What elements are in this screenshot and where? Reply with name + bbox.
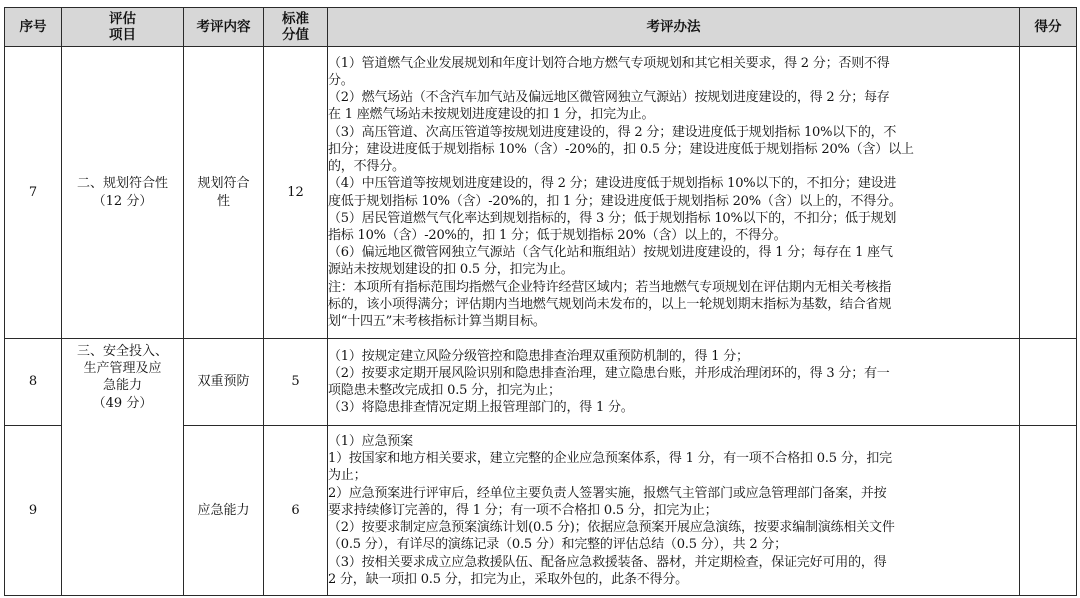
- text-line: （12 分）: [92, 193, 153, 209]
- text-line: 分。: [328, 73, 354, 89]
- header-no: 序号: [5, 8, 62, 47]
- text-line: 的，不得分。: [328, 159, 405, 175]
- text-line: （6）偏远地区微管网独立气源站（含气化站和瓶组站）按规划进度建设的，得 1 分；每存在 1 座气: [328, 245, 893, 261]
- row-no-cell: 8: [5, 339, 62, 426]
- header-score: [264, 8, 328, 47]
- text-line: 扣分；建设进度低于规划指标 10%（含）-20%的，扣 0.5 分；建设进度低于规划指标 20%（含）以上: [328, 141, 914, 157]
- text-line: 双重预防: [197, 374, 250, 390]
- text-line: （2）燃气场站（不含汽车加气站及偏远地区微管网独立气源站）按规划进度建设的，得 2 分；每存: [328, 90, 890, 106]
- text-line: 应急能力: [197, 502, 250, 518]
- header-row: [5, 8, 1077, 47]
- row-content-cell: [184, 339, 264, 426]
- row-got-cell[interactable]: [1020, 426, 1077, 596]
- text-line: 指标 10%（含）-20%的，扣 1 分；低于规划指标 20%（含）以上的，不得分。: [328, 227, 787, 243]
- text-line: （0.5 分），有详尽的演练记录（0.5 分）和完整的评估总结（0.5 分），共 2 分；: [328, 537, 787, 553]
- text-line: 1）按国家和地方相关要求，建立完整的企业应急预案体系，得 1 分，有一项不合格扣 0.5 分，扣完: [328, 451, 892, 467]
- row-score-cell: 5: [264, 339, 328, 426]
- merged-item-cell: [62, 339, 184, 596]
- row-method-cell: [328, 339, 1020, 426]
- header-score-line1: 标准: [282, 11, 309, 27]
- header-item-line1: 评估: [109, 11, 136, 27]
- text-line: （4）中压管道等按规划进度建设的，得 2 分；建设进度低于规划指标 10%以下的，不扣分；建设进: [328, 176, 897, 192]
- row-no-cell: 7: [5, 47, 62, 339]
- table-row: [5, 339, 1077, 426]
- text-line: （1）管道燃气企业发展规划和年度计划符合地方燃气专项规划和其它相关要求，得 2 分；否则不得: [328, 55, 890, 71]
- text-line: 要求持续修订完善的，得 1 分；有一项不合格扣 0.5 分，扣完为止；: [328, 502, 718, 518]
- table-row: [5, 47, 1077, 339]
- row-content-cell: [184, 426, 264, 596]
- header-method: 考评办法: [328, 8, 1020, 47]
- text-line: 为止；: [328, 468, 367, 484]
- row-got-cell[interactable]: [1020, 47, 1077, 339]
- header-item: [62, 8, 184, 47]
- evaluation-table: [4, 7, 1077, 596]
- text-line: 急能力: [102, 378, 142, 394]
- row-got-cell[interactable]: [1020, 339, 1077, 426]
- text-line: 生产管理及应: [83, 361, 162, 377]
- text-line: （1）按规定建立风险分级管控和隐患排查治理双重预防机制的，得 1 分；: [328, 348, 749, 364]
- text-line: （3）高压管道、次高压管道等按规划进度建设的，得 2 分；建设进度低于规划指标 10%以下的，不: [328, 124, 897, 140]
- text-line: 项隐患未整改完成扣 0.5 分，扣完为止；: [328, 383, 561, 398]
- text-line: 划“十四五”末考核指标计算当期目标。: [328, 313, 546, 329]
- header-got: 得分: [1020, 8, 1077, 47]
- text-line: （3）将隐患排查情况定期上报管理部门的，得 1 分。: [328, 400, 634, 416]
- row-score-cell: 12: [264, 47, 328, 339]
- text-line: 三、安全投入、: [76, 344, 168, 359]
- header-item-line2: 项目: [109, 27, 136, 43]
- text-line: （1）应急预案: [328, 434, 413, 450]
- row-method-cell: [328, 426, 1020, 596]
- text-line: 度低于规划指标 10%（含）-20%的，扣 1 分；建设进度低于规划指标 20%（含）以上的，不得分。: [328, 193, 902, 209]
- row-method-cell: [328, 47, 1020, 339]
- text-line: 源站未按规划建设的扣 0.5 分，扣完为止。: [328, 262, 574, 278]
- header-content: 考评内容: [184, 8, 264, 47]
- text-line: 注：本项所有指标范围均指燃气企业特许经营区域内；若当地燃气专项规划在评估期内无相关考核指: [328, 279, 892, 295]
- text-line: 2 分，缺一项扣 0.5 分，扣完为止，采取外包的，此条不得分。: [328, 571, 688, 587]
- text-line: （49 分）: [92, 395, 153, 411]
- row-item-cell: [62, 47, 184, 339]
- text-line: 二、规划符合性: [76, 176, 168, 192]
- text-line: （2）按要求制定应急预案演练计划(0.5 分)；依据应急预案开展应急演练，按要求编制演练相关文件: [328, 520, 895, 536]
- text-line: （5）居民管道燃气气化率达到规划指标的，得 3 分；低于规划指标 10%以下的，不扣分；低于规划: [328, 210, 897, 226]
- text-line: （2）按要求定期开展风险识别和隐患排查治理，建立隐患台账，并形成治理闭环的，得 3 分；有一: [328, 365, 890, 381]
- text-line: （3）按相关要求成立应急救援队伍、配备应急救援装备、器材，并定期检查，保证完好可用的，得: [328, 554, 887, 570]
- row-score-cell: 6: [264, 426, 328, 596]
- header-score-line2: 分值: [282, 27, 309, 43]
- text-line: 规划符合: [197, 176, 250, 192]
- row-content-cell: [184, 47, 264, 339]
- row-no-cell: 9: [5, 426, 62, 596]
- text-line: 在 1 座燃气场站未按规划进度建设的扣 1 分，扣完为止。: [328, 107, 655, 123]
- text-line: 2）应急预案进行评审后，经单位主要负责人签署实施，报燃气主管部门或应急管理部门备案，并按: [328, 485, 887, 501]
- text-line: 性: [216, 193, 230, 209]
- text-line: 标的，该小项得满分；评估期内当地燃气规划尚未发布的，以上一轮规划期末指标为基数，结合省规: [328, 296, 892, 312]
